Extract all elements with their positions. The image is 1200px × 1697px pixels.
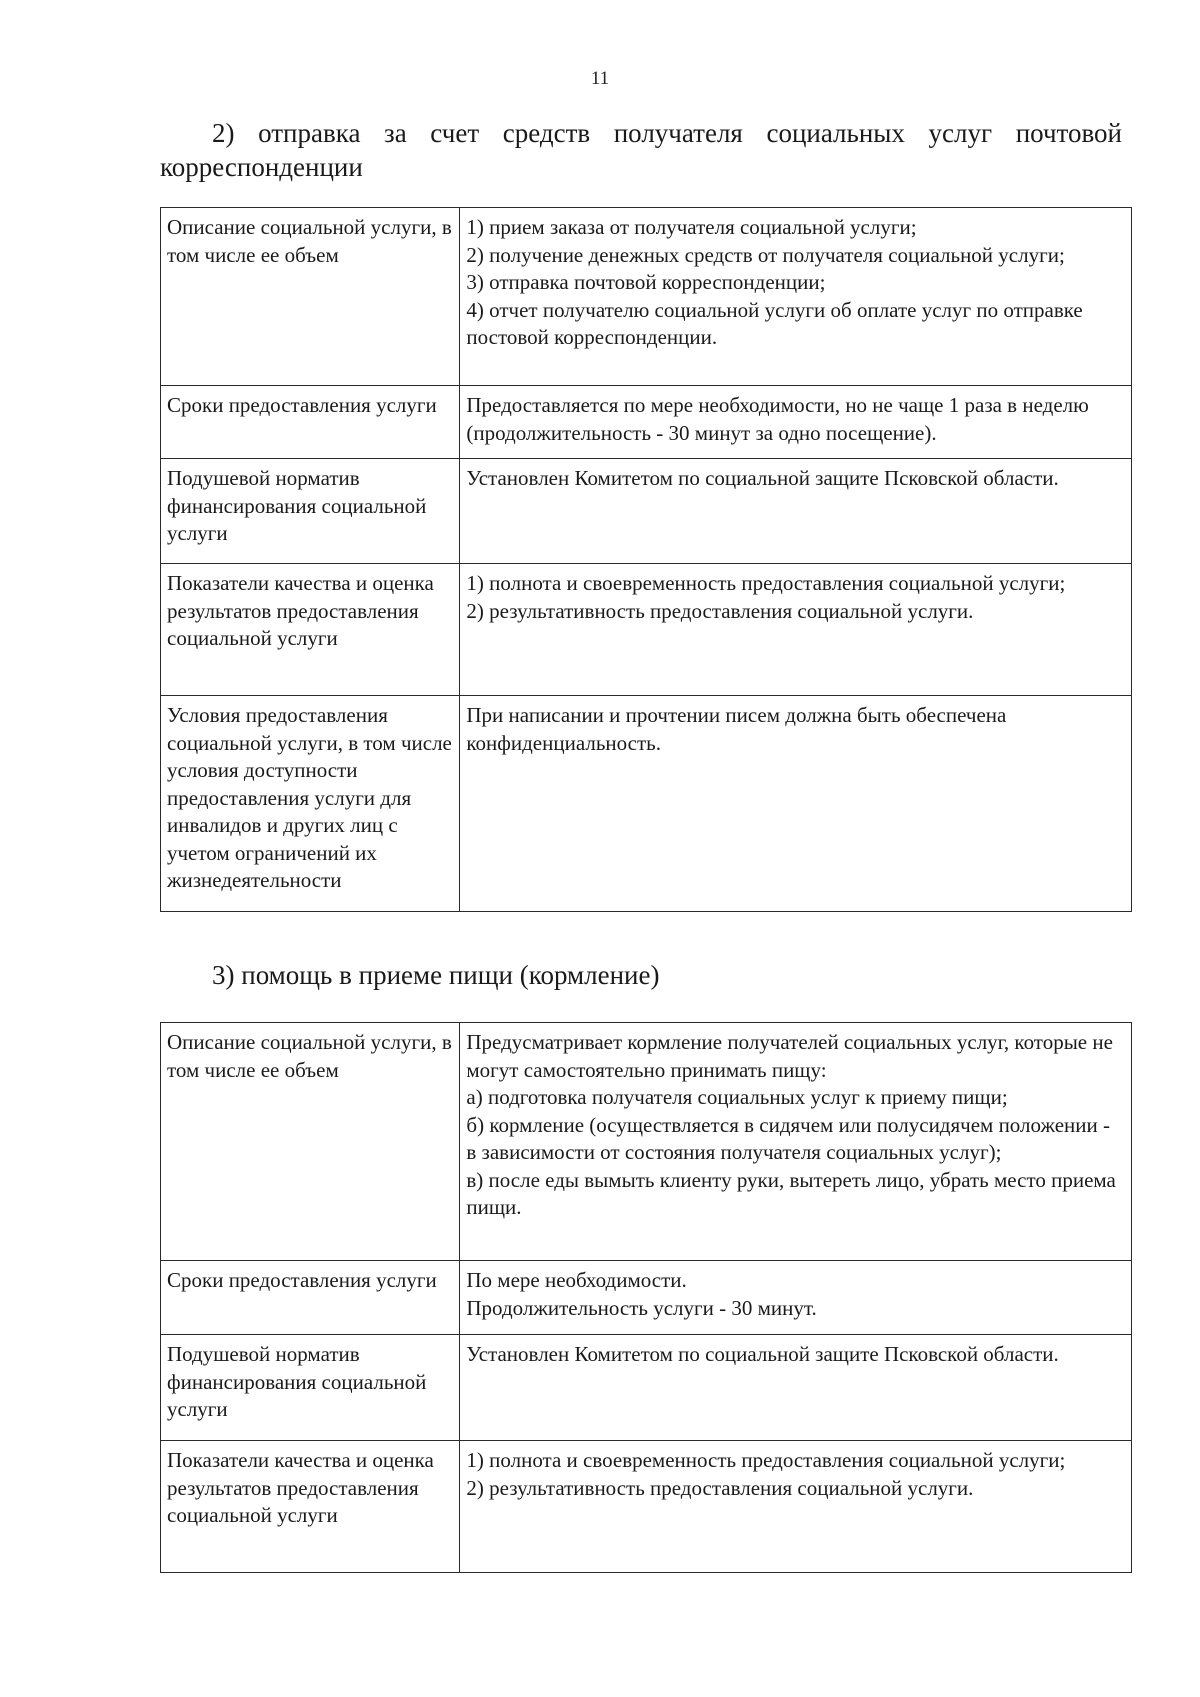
table-row [161,208,1132,386]
row-value-text: Предоставляется по мере необходимости, но не чаще 1 раза в неделю (продолжительность - 30 минут за одно посещение). [466,393,1089,445]
row-label [161,1335,460,1441]
row-label [161,208,460,386]
row-value [460,1023,1132,1261]
row-value-text: 1) прием заказа от получателя социальной услуги; 2) получение денежных средств от получателя социальной услуги; 3) отправка почтовой корреспонденции; 4) отчет получателю социальной услуги об оплате услуг по отправке постовой корреспонденции. [466,215,1083,349]
row-label [161,564,460,696]
row-value [460,1261,1132,1335]
row-label-text: Описание социальной услуги, в том числе ее объем [167,215,452,267]
row-label [161,386,460,459]
row-value [460,459,1132,564]
table-row [161,1335,1132,1441]
row-value [460,1441,1132,1573]
section-heading-3: 3) помощь в приеме пищи (кормление) [212,960,660,990]
row-label-text: Показатели качества и оценка результатов предоставления социальной услуги [167,571,434,650]
service-table-feeding [160,1022,1132,1573]
row-label-text: Показатели качества и оценка результатов предоставления социальной услуги [167,1448,434,1527]
page-number: 11 [590,68,610,89]
row-value [460,564,1132,696]
section-heading-2: 2) отправка за счет средств получателя социальных услуг почтовой корреспонденции [160,118,1122,182]
row-label-text: Подушевой норматив финансирования социальной услуги [167,1342,427,1421]
row-label-text: Условия предоставления социальной услуги, в том числе условия доступности предоставления услуги для инвалидов и других лиц с учетом ограничений их жизнедеятельности [167,703,452,892]
row-value-text: Установлен Комитетом по социальной защите Псковской области. [466,1342,1059,1366]
table-row [161,1023,1132,1261]
table-row [161,1261,1132,1335]
service-table-postal [160,207,1132,912]
row-label-text: Подушевой норматив финансирования социальной услуги [167,466,427,545]
row-value-text: 1) полнота и своевременность предоставления социальной услуги; 2) результативность предоставления социальной услуги. [466,1448,1066,1500]
row-label [161,459,460,564]
row-label-text: Сроки предоставления услуги [167,393,437,417]
row-value [460,696,1132,912]
row-label [161,1023,460,1261]
row-label [161,696,460,912]
row-value [460,1335,1132,1441]
row-value-text: При написании и прочтении писем должна быть обеспечена конфиденциальность. [466,703,1007,755]
row-value-text: По мере необходимости. Продолжительность услуги - 30 минут. [466,1268,817,1320]
table-row [161,459,1132,564]
row-label-text: Описание социальной услуги, в том числе ее объем [167,1030,452,1082]
table-row [161,696,1132,912]
row-value-text: Предусматривает кормление получателей социальных услуг, которые не могут самостоятельно принимать пищу: а) подготовка получателя социальных услуг к приему пищи; б) кормление (осуществляется в сидячем или полусидячем положении - в зависимости от состояния получателя социальных услуг); в) после еды вымыть клиенту руки, вытереть лицо, убрать место приема пищи. [466,1030,1116,1219]
row-value [460,208,1132,386]
table-row [161,564,1132,696]
row-label [161,1441,460,1573]
row-value [460,386,1132,459]
table-row [161,386,1132,459]
row-label [161,1261,460,1335]
row-value-text: Установлен Комитетом по социальной защите Псковской области. [466,466,1059,490]
row-label-text: Сроки предоставления услуги [167,1268,437,1292]
table-row [161,1441,1132,1573]
row-value-text: 1) полнота и своевременность предоставления социальной услуги; 2) результативность предоставления социальной услуги. [466,571,1066,623]
